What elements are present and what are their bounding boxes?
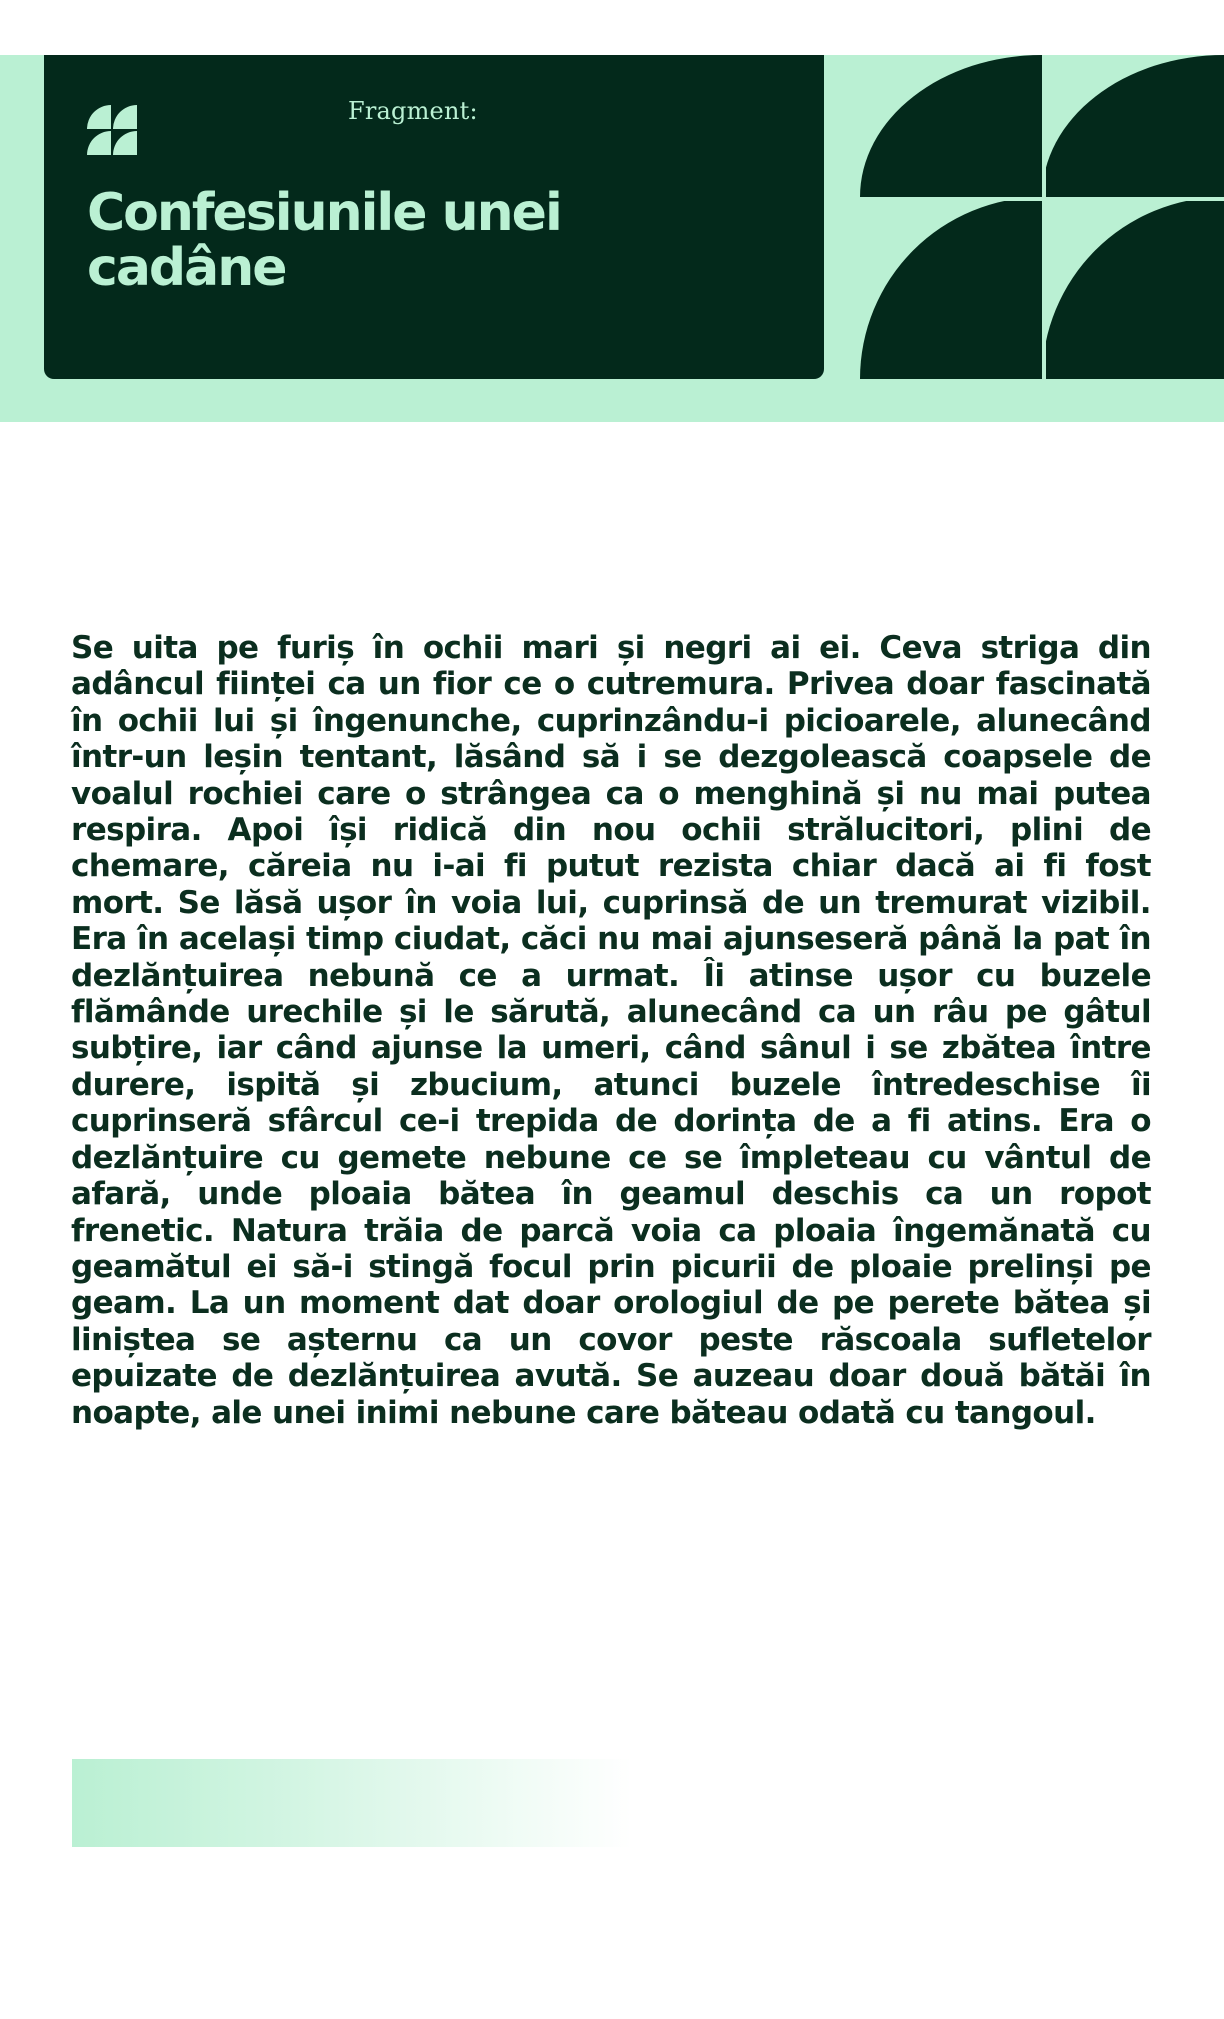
page-title: Confesiunile unei cadâne	[87, 183, 561, 298]
gradient-accent-bar	[72, 1759, 632, 1847]
decorative-quarter-circles	[860, 55, 1224, 379]
decor-quarter-bottom-right	[1042, 197, 1224, 379]
fragment-label: Fragment:	[348, 97, 478, 125]
brand-logo-icon	[87, 105, 137, 155]
decor-quarter-bottom-left	[860, 197, 1042, 379]
decor-quarter-top-left	[860, 55, 1042, 197]
article-body: Se uita pe furiș în ochii mari și negri ai ei. Ceva striga din adâncul ființei ca un fior ce o cutremura. Privea doar fascinată în ochii lui și îngenunche, cuprinzându-i picioarele, alunecând într-un leșin tentant, lăsând să i se dezgolească coapsele de voalul rochiei care o strângea ca o menghină și nu mai putea respira. Apoi își ridică din nou ochii strălucitori, plini de chemare, căreia nu i-ai fi putut rezista chiar dacă ai fi fost mort. Se lăsă ușor în voia lui, cuprinsă de un tremurat vizibil. Era în același timp ciudat, căci nu mai ajunseseră până la pat în dezlănțuirea nebună ce a urmat. Îi atinse ușor cu buzele flămânde urechile și le sărută, alunecând ca un râu pe gâtul subțire, iar când ajunse la umeri, când sânul i se zbătea între durere, ispită și zbucium, atunci buzele întredeschise îi cuprinseră sfârcul ce-i trepida de dorința de a fi atins. Era o dezlănțuire cu gemete nebune ce se împleteau cu vântul de afară, unde ploaia bătea în geamul deschis ca un ropot frenetic. Natura trăia de parcă voia ca ploaia îngemănată cu geamătul ei să-i stingă focul prin picurii de ploaie prelinși pe geam. La un moment dat doar orologiul de pe perete bătea și liniștea se așternu ca un covor peste răscoala sufletelor epuizate de dezlănțuirea avută. Se auzeau doar două bătăi în noapte, ale unei inimi nebune care băteau odată cu tangoul.	[71, 630, 1151, 1431]
decor-quarter-top-right	[1042, 55, 1224, 197]
